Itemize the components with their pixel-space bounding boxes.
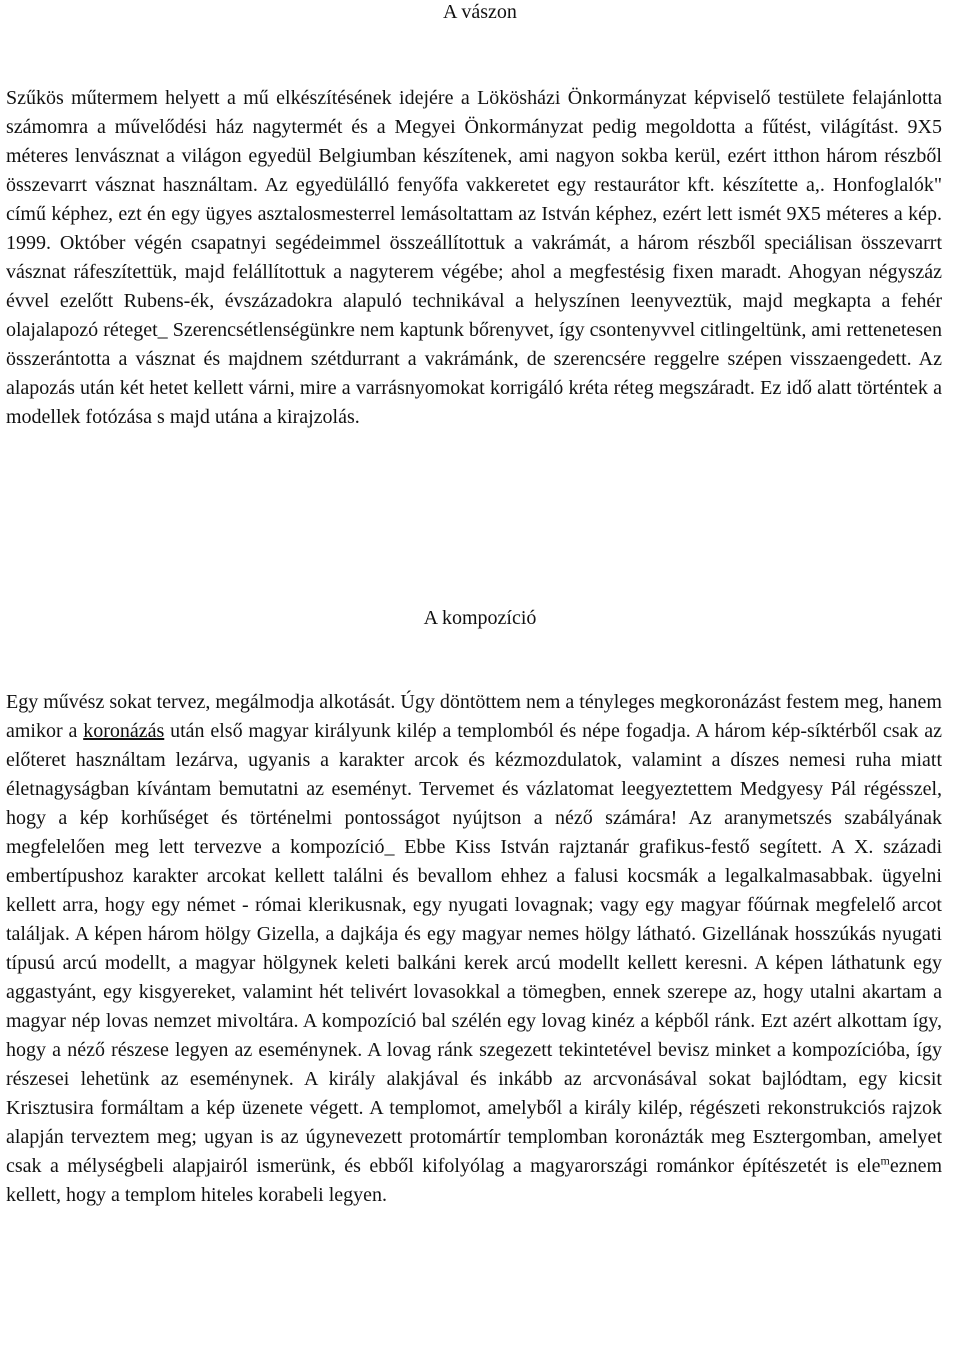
paragraph-composition-part3: eznem kellett, hogy a templom hiteles korabeli legyen. — [6, 1155, 942, 1206]
section-title-composition: A kompozíció — [423, 607, 537, 629]
underlined-word: koronázás — [83, 720, 165, 742]
superscript-letter: m — [880, 1153, 890, 1168]
paragraph-composition-part2: után első magyar királyunk kilép a templomból és népe fogadja. A három kép-síktérből csak az előteret használtam lezárva, ugyanis a karakter arcok és kézmozdulatok, valamint a díszes nemesi ruha miatt életnagyságban kívántam bemutatni az eseményt. Tervemet és vázlatomat leegyeztettem Medgyesy Pál régésszel, hogy a kép korhűséget és történelmi pontosságot nyújtson a néző számára! Az aranymetszés szabályának megfelelően meg lett tervezve a kompozíció_ Ebbe Kiss István rajztanár grafikus-festő segített. A X. századi embertípushoz karakter arcokat kellett találni és bevallom ehhez a falusi kocsmák a legalkalmasabbak. ügyelni kellett arra, hogy egy német - római klerikusnak, egy nyugati lovagnak; vagy egy magyar főúrnak megfelelő arcot találjak. A képen három hölgy Gizella, a dajkája és egy magyar nemes hölgy látható. Gizellának hosszúkás nyugati típusú arcú modellt, a magyar hölgynek keleti balkáni kerek arcú modellt kellett keresni. A képen láthatunk egy aggastyánt, egy kisgyereket, valamint hét telivért lovasokkal a tömegben, ennek szerepe az, hogy utalni akartam a magyar nép lovas nemzet mivoltára. A kompozíció bal szélén egy lovag kinéz a képből ránk. Ezt azért alkottam így, hogy a néző részese legyen az eseménynek. A lovag ránk szegezett tekintetével bevisz minket a kompozícióba, így részesei lehetünk az eseménynek. A király alakjával és inkább az arcvonásával sokat bajlódtam, egy kicsit Krisztusira formáltam a kép üzenete végett. A templomot, amelyből a király kilép, régészeti rekonstrukciós rajzok alapján terveztem meg; ugyan is az úgynevezett protomártír templomban koronázták meg Esztergomban, amelyet csak a mélységbeli alapjairól ismerünk, és ebből kifolyólag a magyarországi románkor építészetét is ele — [6, 720, 942, 1177]
paragraph-composition — [6, 688, 942, 1210]
section-title-canvas: A vászon — [443, 1, 517, 23]
paragraph-composition-part1: Egy művész sokat tervez, megálmodja alkotását. Úgy döntöttem nem a tényleges megkoronázást festem meg, hanem amikor a — [6, 691, 942, 742]
paragraph-canvas: Szűkös műtermem helyett a mű elkészítésének idejére a Lökösházi Önkormányzat képviselő testülete felajánlotta számomra a művelődési ház nagytermét és a Megyei Önkormányzat pedig megoldotta a fűtést, világítást. 9X5 méteres lenvásznat a világon egyedül Belgiumban készítenek, ami nagyon sokba kerül, ezért itthon három részből összevarrt vásznat használtam. Az egyedülálló fenyőfa vakkeretet egy restaurátor kft. készítette a,. Honfoglalók" című képhez, ezt én egy ügyes asztalosmesterrel lemásoltattam az István képhez, ezért lett ismét 9X5 méteres a kép. 1999. Október végén csapatnyi segédeimmel összeállítottuk a vakrámát, a három részből speciálisan összevarrt vásznat ráfeszítettük, majd felállítottuk a nagyterem végébe; ahol a megfestésig fixen maradt. Ahogyan négyszáz évvel ezelőtt Rubens-ék, évszázadokra alapuló technikával a helyszínen leenyveztük, majd megkapta a fehér olajalapozó réteget_ Szerencsétlenségünkre nem kaptunk bőrenyvet, így csontenyvvel citlingeltünk, ami rettenetesen összerántotta a vásznat és majdnem szétdurrant a vakrámánk, de szerencsére reggelre szépen visszaengedett. Az alapozás után két hetet kellett várni, mire a varrásnyomokat korrigáló kréta réteg megszáradt. Ez idő alatt történtek a modellek fotózása s majd utána a kirajzolás. — [6, 87, 942, 428]
